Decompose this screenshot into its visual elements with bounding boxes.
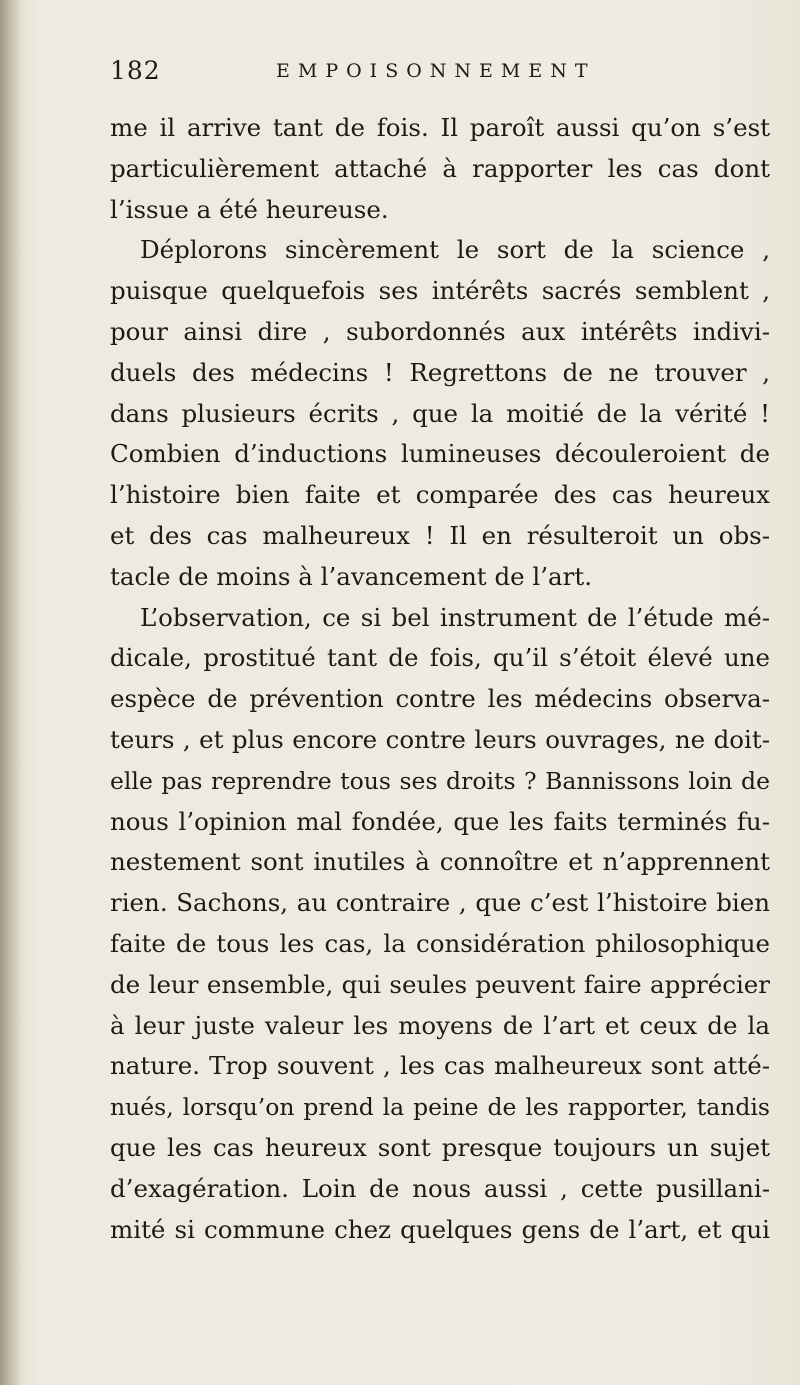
text-line: duels des médecins ! Regrettons de ne trouver ,: [110, 357, 770, 387]
text-line: Combien d’inductions lumineuses découleroient de: [110, 439, 770, 469]
text-line: dans plusieurs écrits , que la moitié de la vérité !: [110, 398, 770, 428]
text-line: elle pas reprendre tous ses droits ? Bannissons loin de: [110, 766, 770, 795]
text-line: nature. Trop souvent , les cas malheureux sont atté-: [110, 1051, 770, 1081]
text-line: L’observation, ce si bel instrument de l’étude mé-: [140, 602, 770, 632]
text-line: me il arrive tant de fois. Il paroît aussi qu’on s’est: [110, 113, 770, 142]
text-line: de leur ensemble, qui seules peuvent faire apprécier: [110, 969, 770, 999]
text-line: teurs , et plus encore contre leurs ouvrages, ne doit-: [110, 724, 770, 754]
text-line: à leur juste valeur les moyens de l’art et ceux de la: [110, 1010, 770, 1040]
text-line: que les cas heureux sont presque toujours un sujet: [110, 1132, 770, 1162]
text-line: Déplorons sincèrement le sort de la science ,: [140, 235, 770, 265]
text-line: d’exagération. Loin de nous aussi , cette pusillani-: [110, 1173, 770, 1203]
text-line: nous l’opinion mal fondée, que les faits terminés fu-: [110, 806, 770, 836]
text-line: mité si commune chez quelques gens de l’art, et qui: [110, 1214, 770, 1244]
text-line: et des cas malheureux ! Il en résulteroit un obs-: [110, 520, 770, 550]
page-header: [110, 56, 750, 96]
text-line: nués, lorsqu’on prend la peine de les rapporter, tandis: [110, 1093, 770, 1122]
body-text: [110, 108, 770, 1250]
text-line: faite de tous les cas, la considération philosophique: [110, 928, 770, 958]
page-number: 182: [110, 56, 161, 85]
text-line: espèce de prévention contre les médecins observa-: [110, 684, 770, 714]
running-title: EMPOISONNEMENT: [276, 60, 596, 82]
text-line: tacle de moins à l’avancement de l’art.: [110, 561, 592, 591]
text-line: pour ainsi dire , subordonnés aux intérêts indivi-: [110, 316, 770, 346]
text-line: l’histoire bien faite et comparée des cas heureux: [110, 480, 770, 510]
text-line: nestement sont inutiles à connoître et n’apprennent: [110, 847, 770, 877]
text-line: l’issue a été heureuse.: [110, 194, 389, 224]
text-line: dicale, prostitué tant de fois, qu’il s’étoit élevé une: [110, 643, 770, 673]
text-line: rien. Sachons, au contraire , que c’est l’histoire bien: [110, 888, 770, 918]
text-line: particulièrement attaché à rapporter les cas dont: [110, 153, 770, 183]
text-line: puisque quelquefois ses intérêts sacrés semblent ,: [110, 276, 770, 306]
page-gutter-shadow: [0, 0, 22, 1385]
